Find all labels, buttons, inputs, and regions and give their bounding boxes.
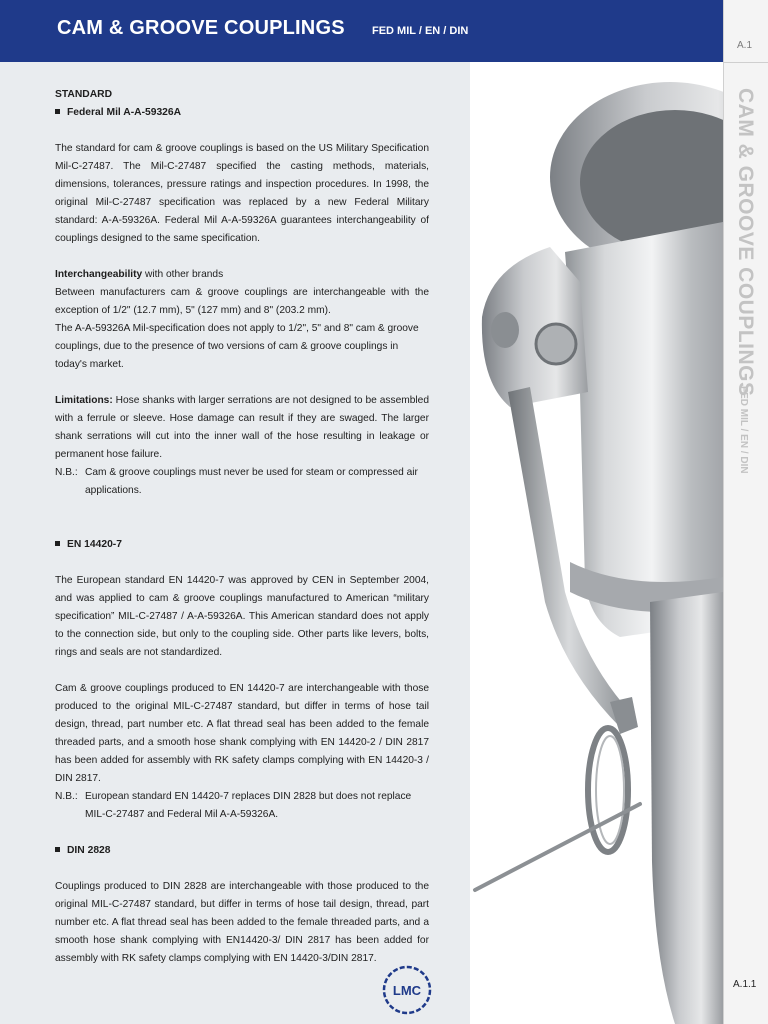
en-heading-row: [55, 536, 429, 554]
fedmil-paragraph: The standard for cam & groove couplings is based on the US Military Specification Mil-C-27487. The Mil-C-27487 specified the casting methods, materials, dimensions, tolerances, pressure ratings and inspection procedures. In 1998, the original Mil-C-27487 specification was replaced by a new Federal Military standard: A-A-59326A. Federal Mil A-A-59326A guarantees interchangeability of couplings designed to the same specification.: [55, 143, 429, 244]
page-subtitle: FED MIL / EN / DIN: [372, 25, 469, 37]
fedmil-heading-row: [55, 104, 429, 122]
limitations-text: Hose shanks with larger serrations are not designed to be assembled with a ferrule or sleeve. Hose damage can result if they are swaged. The larger shank serrations will cut into the inner wall of the hose resulting in leakage or permanent hose failure.: [55, 395, 429, 460]
page-number: A.1.1: [733, 979, 757, 990]
bullet-square-icon: [55, 847, 60, 852]
en-heading: EN 14420-7: [67, 539, 122, 550]
vertical-section-subtitle: FED MIL / EN / DIN: [738, 386, 749, 474]
interchangeability-paragraph-1: Between manufacturers cam & groove couplings are interchangeable with the exception of 1/2" (12.7 mm), 5" (127 mm) and 8" (203.2 mm).: [55, 287, 429, 316]
standard-heading: STANDARD: [55, 89, 113, 100]
note-label: N.B.:: [55, 791, 78, 802]
din-paragraph: Couplings produced to DIN 2828 are interchangeable with those produced to the original MIL-C-27487 standard, but differ in terms of hose tail design, thread, part number etc. A flat thread seal has been added to the female threaded parts, and a smooth hose shank complying with EN14420-3/ DIN 2817 has been added for assembly with RK safety clamps complying with EN 14420-3/DIN 2817.: [55, 881, 429, 964]
en-paragraph-2: Cam & groove couplings produced to EN 14420-7 are interchangeable with those produced to the original MIL-C-27487 standard, but differ in terms of hose tail design, thread, part number etc. A flat thread seal has been added to the female threaded parts, and a smooth hose shank complying with EN 14420-2 / DIN 2817 has been added for assembly with RK safety clamps complying with EN 14420-3 / DIN 2817.: [55, 683, 429, 784]
note-1-text: Cam & groove couplings must never be used for steam or compressed air applications.: [85, 467, 418, 496]
din-heading: DIN 2828: [67, 845, 111, 856]
lmc-logo: [381, 964, 433, 1016]
note-2-text: European standard EN 14420-7 replaces DIN 2828 but does not replace MIL-C-27487 and Federal Mil A-A-59326A.: [85, 791, 412, 820]
en-paragraph-1: The European standard EN 14420-7 was approved by CEN in September 2004, and was applied to cam & groove couplings manufactured to American “military specification” MIL-C-27487 / A-A-59326A. This American standard does not apply to the connection side, but only to the coupling side. Other parts like levers, bolts, rings and seals are not standardized.: [55, 575, 429, 658]
interchangeability-label: Interchangeability: [55, 269, 143, 280]
tab-divider: [724, 62, 768, 63]
limitations-label: Limitations:: [55, 395, 113, 406]
coupling-photo: [470, 62, 723, 1024]
note-label: N.B.:: [55, 467, 78, 478]
bullet-square-icon: [55, 109, 60, 114]
din-heading-row: [55, 842, 429, 860]
vertical-section-title: CAM & GROOVE COUPLINGS: [734, 88, 757, 397]
note-2: [55, 788, 429, 824]
interchangeability-paragraph-2: The A-A-59326A Mil-specification does not apply to 1/2", 5" and 8" cam & groove couplings, due to the presence of two versions of cam & groove couplings in today's market.: [55, 323, 419, 370]
main-text-column: [55, 86, 429, 968]
section-code: A.1: [737, 40, 753, 51]
note-1: [55, 464, 429, 500]
logo-text: LMC: [392, 983, 422, 998]
page-title: CAM & GROOVE COUPLINGS: [57, 17, 345, 39]
interchangeability-intro: [55, 266, 429, 284]
limitations-paragraph: [55, 392, 429, 464]
fedmil-heading: Federal Mil A-A-59326A: [67, 107, 182, 118]
bullet-square-icon: [55, 541, 60, 546]
interchangeability-rest: with other brands: [142, 269, 224, 280]
header-bar: [0, 0, 723, 62]
